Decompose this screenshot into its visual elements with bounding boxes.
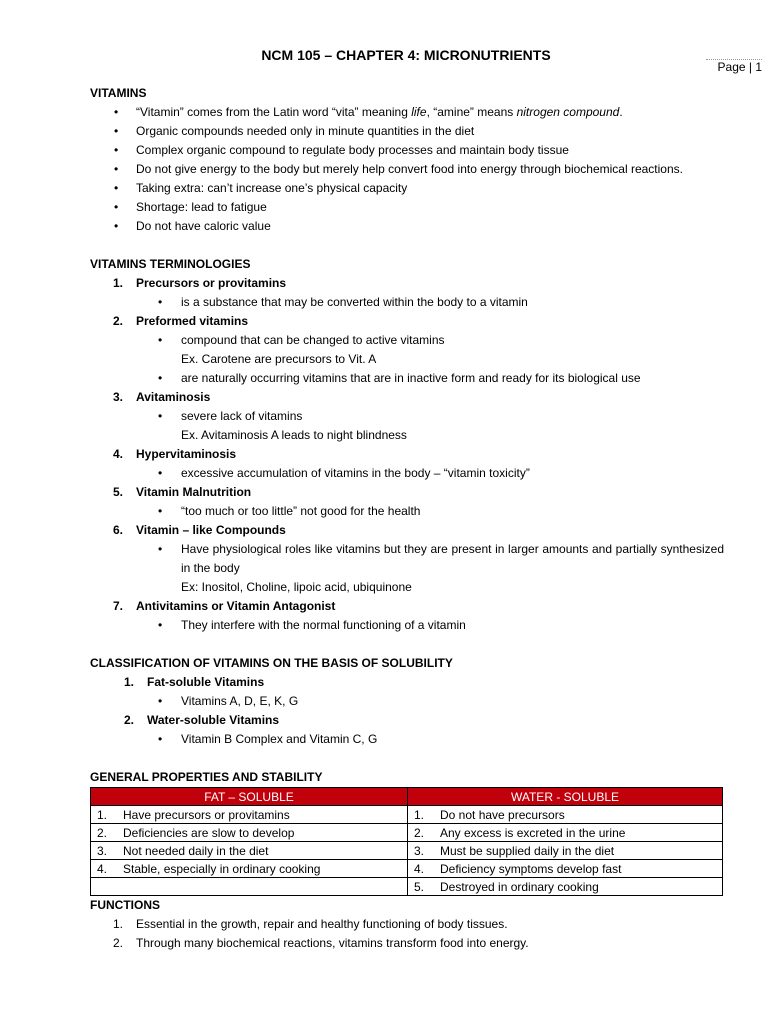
class-bullet: • Vitamins A, D, E, K, G: [158, 694, 299, 708]
term-bullet: • excessive accumulation of vitamins in the body – “vitamin toxicity”: [158, 466, 530, 480]
list-item: 1. Essential in the growth, repair and healthy functioning of body tissues.: [113, 917, 508, 931]
list-item: 2. Through many biochemical reactions, vitamins transform food into energy.: [113, 936, 529, 950]
column-header-water: WATER - SOLUBLE: [408, 788, 723, 806]
term-title: 3. Avitaminosis: [113, 390, 211, 404]
section-heading-terminologies: VITAMINS TERMINOLOGIES: [90, 257, 251, 271]
term-bullet: • Have physiological roles like vitamins but they are present in larger amounts and partially synthesized in the body: [158, 542, 724, 575]
fat-cell: [91, 878, 408, 896]
table-header-row: [91, 788, 723, 806]
fat-cell: 2. Deficiencies are slow to develop: [91, 824, 408, 842]
term-example: Ex. Carotene are precursors to Vit. A: [181, 352, 377, 366]
table-row: [91, 806, 723, 824]
water-cell: 4. Deficiency symptoms develop fast: [408, 860, 723, 878]
class-bullet: • Vitamin B Complex and Vitamin C, G: [158, 732, 378, 746]
term-title: 5. Vitamin Malnutrition: [113, 485, 252, 499]
term-bullet: • is a substance that may be converted within the body to a vitamin: [158, 295, 528, 309]
document-body: [90, 84, 724, 953]
column-header-fat: FAT – SOLUBLE: [91, 788, 408, 806]
list-item: • Taking extra: can’t increase one’s physical capacity: [114, 181, 408, 195]
section-heading-properties: GENERAL PROPERTIES AND STABILITY: [90, 770, 323, 784]
fat-cell: 1. Have precursors or provitamins: [91, 806, 408, 824]
section-heading-functions: FUNCTIONS: [90, 898, 160, 912]
term-title: 4. Hypervitaminosis: [113, 447, 237, 461]
section-heading-vitamins: VITAMINS: [90, 86, 147, 100]
list-item: • Organic compounds needed only in minute quantities in the diet: [114, 124, 475, 138]
list-item: • Do not have caloric value: [114, 219, 271, 233]
term-bullet: • They interfere with the normal functioning of a vitamin: [158, 618, 466, 632]
water-cell: 3. Must be supplied daily in the diet: [408, 842, 723, 860]
term-bullet: • “too much or too little” not good for the health: [158, 504, 421, 518]
fat-cell: 4. Stable, especially in ordinary cooking: [91, 860, 408, 878]
term-title: 7. Antivitamins or Vitamin Antagonist: [113, 599, 336, 613]
term-bullet: • compound that can be changed to active vitamins: [158, 333, 445, 347]
list-item: • Complex organic compound to regulate body processes and maintain body tissue: [114, 143, 569, 157]
class-title: 2. Water-soluble Vitamins: [124, 713, 280, 727]
term-bullet: • are naturally occurring vitamins that are in inactive form and ready for its biological use: [158, 371, 641, 385]
list-item: • “Vitamin” comes from the Latin word “vita” meaning life, “amine” means nitrogen compound.: [114, 105, 623, 119]
term-bullet: • severe lack of vitamins: [158, 409, 303, 423]
water-cell: 5. Destroyed in ordinary cooking: [408, 878, 723, 896]
properties-table: [90, 787, 723, 896]
term-example: Ex. Avitaminosis A leads to night blindness: [181, 428, 407, 442]
table-row: [91, 842, 723, 860]
term-title: 6. Vitamin – like Compounds: [113, 523, 286, 537]
table-row: [91, 824, 723, 842]
table-row: [91, 860, 723, 878]
term-title: 2. Preformed vitamins: [113, 314, 249, 328]
term-title: 1. Precursors or provitamins: [113, 276, 287, 290]
water-cell: 2. Any excess is excreted in the urine: [408, 824, 723, 842]
list-item: • Do not give energy to the body but merely help convert food into energy through biochemical reactions.: [114, 162, 683, 176]
class-title: 1. Fat-soluble Vitamins: [124, 675, 265, 689]
list-item: • Shortage: lead to fatigue: [114, 200, 267, 214]
table-row: [91, 878, 723, 896]
section-heading-classification: CLASSIFICATION OF VITAMINS ON THE BASIS OF SOLUBILITY: [90, 656, 453, 670]
term-example: Ex: Inositol, Choline, lipoic acid, ubiquinone: [181, 580, 412, 594]
fat-cell: 3. Not needed daily in the diet: [91, 842, 408, 860]
water-cell: 1. Do not have precursors: [408, 806, 723, 824]
document-title: NCM 105 – CHAPTER 4: MICRONUTRIENTS: [261, 47, 551, 63]
page-number: Page | 1: [717, 60, 762, 74]
